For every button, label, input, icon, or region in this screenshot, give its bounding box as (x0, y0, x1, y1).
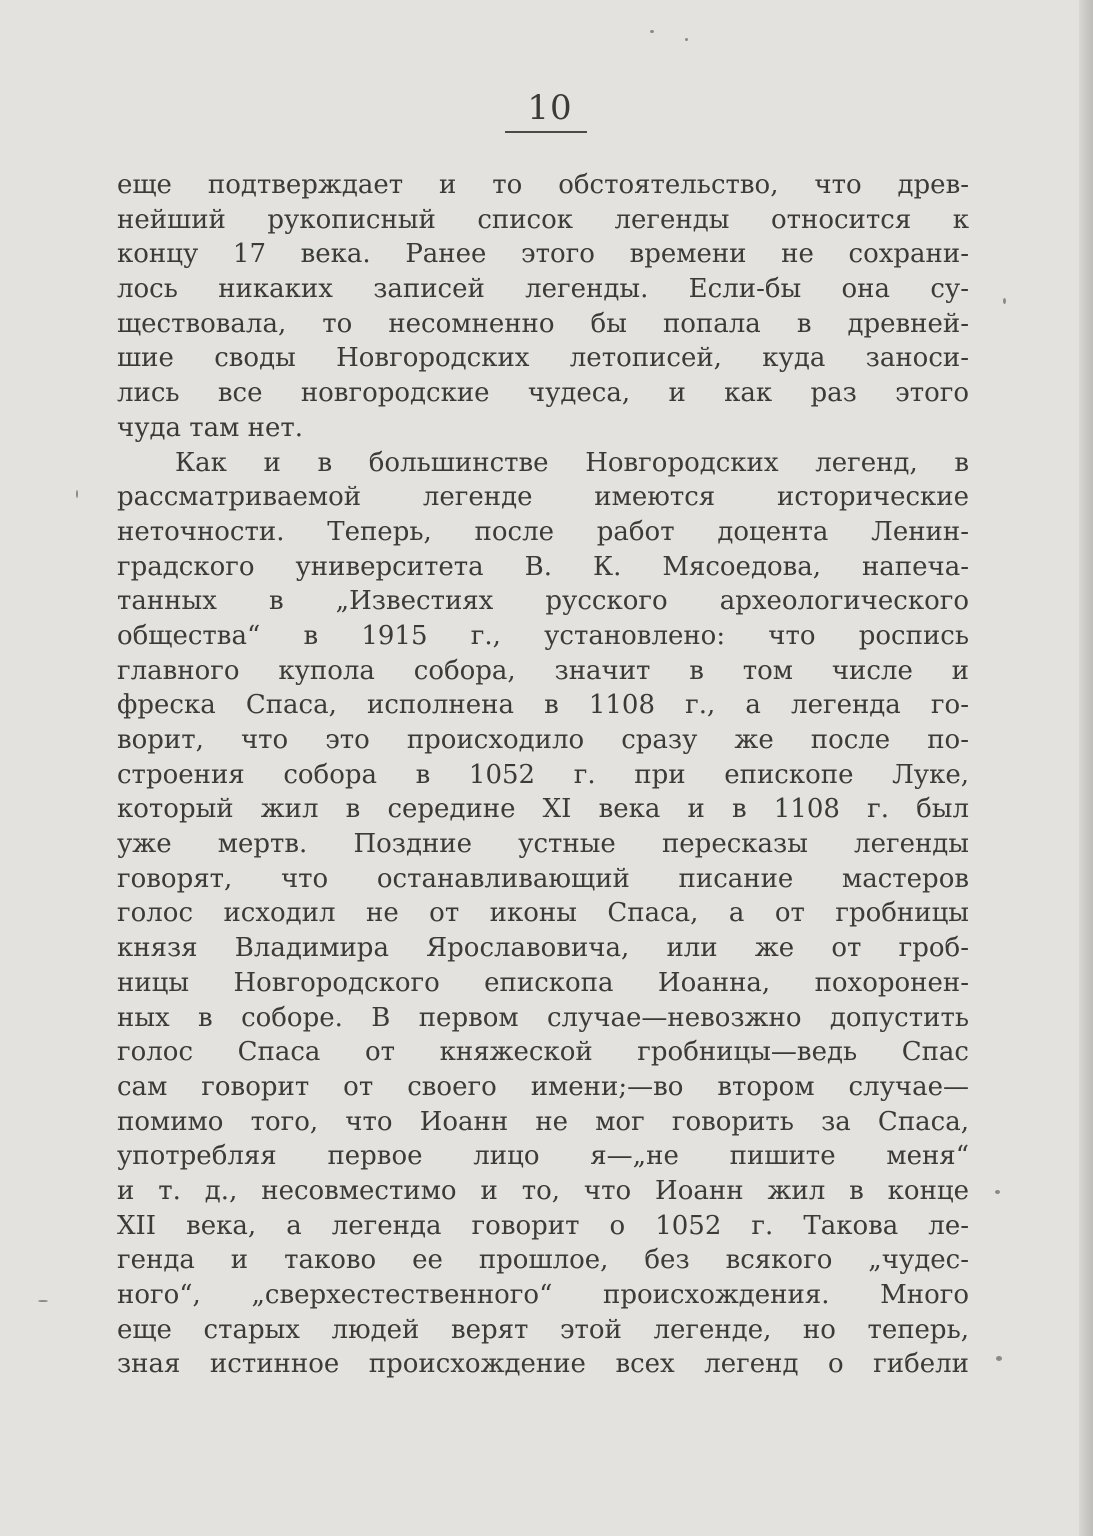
page-number-underline (505, 131, 587, 133)
text-line: ного“, „сверхестественного“ происхождения. Много (117, 1280, 969, 1310)
text-line: общества“ в 1915 г., установлено: что роспись (117, 620, 969, 651)
scan-speck (650, 30, 654, 33)
text-line: князя Владимира Ярославовича, или же от гроб- (117, 933, 969, 964)
text-line: голос Спаса от княжеской гробницы—ведь Спас (117, 1037, 969, 1068)
text-line: концу 17 века. Ранее этого времени не сохрани- (117, 239, 969, 270)
text-line: ворит, что это происходило сразу же после по- (117, 725, 969, 755)
text-line: и т. д., несовместимо и то, что Иоанн жил в конце (117, 1175, 969, 1206)
page-number: 10 (527, 88, 573, 128)
text-line: градского университета В. К. Мясоедова, напеча- (117, 551, 969, 582)
text-line: употребляя первое лицо я—„не пишите меня“ (117, 1141, 969, 1172)
scan-speck (76, 490, 78, 498)
body-text (117, 168, 969, 1382)
text-line: танных в „Известиях русского археологического (117, 586, 969, 617)
text-line: строения собора в 1052 г. при епископе Луке, (117, 759, 969, 790)
text-line: лось никаких записей легенды. Если-бы она су- (117, 274, 969, 305)
scan-speck (38, 1300, 48, 1302)
text-line: ных в соборе. В первом случае—невозжно допустить (117, 1002, 969, 1033)
text-line: генда и таково ее прошлое, без всякого „чудес- (117, 1245, 969, 1276)
text-line: уже мертв. Поздние устные пересказы легенды (117, 829, 969, 860)
paragraph-1 (117, 168, 969, 446)
text-line: помимо того, что Иоанн не мог говорить за Спаса, (117, 1106, 969, 1137)
text-line: голос исходил не от иконы Спаса, а от гробницы (117, 898, 969, 929)
scan-speck (685, 38, 688, 41)
text-line: нейший рукописный список легенды относится к (117, 204, 969, 235)
text-line: Как и в большинстве Новгородских легенд, в (175, 447, 969, 478)
text-line: XII века, а легенда говорит о 1052 г. Такова ле- (117, 1210, 969, 1241)
text-line: фреска Спаса, исполнена в 1108 г., а легенда го- (117, 690, 969, 721)
text-line: сам говорит от своего имени;—во втором случае— (117, 1071, 969, 1102)
text-line: еще старых людей верят этой легенде, но теперь, (117, 1314, 969, 1345)
text-line: шие своды Новгородских летописей, куда заноси- (117, 343, 969, 374)
page-edge-shadow (1079, 0, 1093, 1536)
text-line: говорят, что останавливающий писание мастеров (117, 863, 969, 894)
text-line: ществовала, то несомненно бы попала в древней- (117, 308, 969, 339)
text-line: неточности. Теперь, после работ доцента Ленин- (117, 516, 969, 547)
text-line: зная истинное происхождение всех легенд о гибели (117, 1349, 969, 1380)
text-line: чуда там нет. (117, 412, 303, 443)
text-line: еще подтверждает и то обстоятельство, что древ- (117, 170, 969, 200)
scan-speck (996, 1356, 1002, 1361)
text-line: рассматриваемой легенде имеются исторические (117, 482, 969, 513)
scan-speck (995, 1190, 1000, 1194)
text-line: лись все новгородские чудеса, и как раз этого (117, 378, 969, 409)
text-line: главного купола собора, значит в том числе и (117, 655, 969, 686)
paragraph-2 (117, 446, 969, 1383)
text-line: который жил в середине XI века и в 1108 г. был (117, 794, 969, 825)
text-line: ницы Новгородского епископа Иоанна, похоронен- (117, 967, 969, 998)
scan-speck (1003, 298, 1006, 304)
